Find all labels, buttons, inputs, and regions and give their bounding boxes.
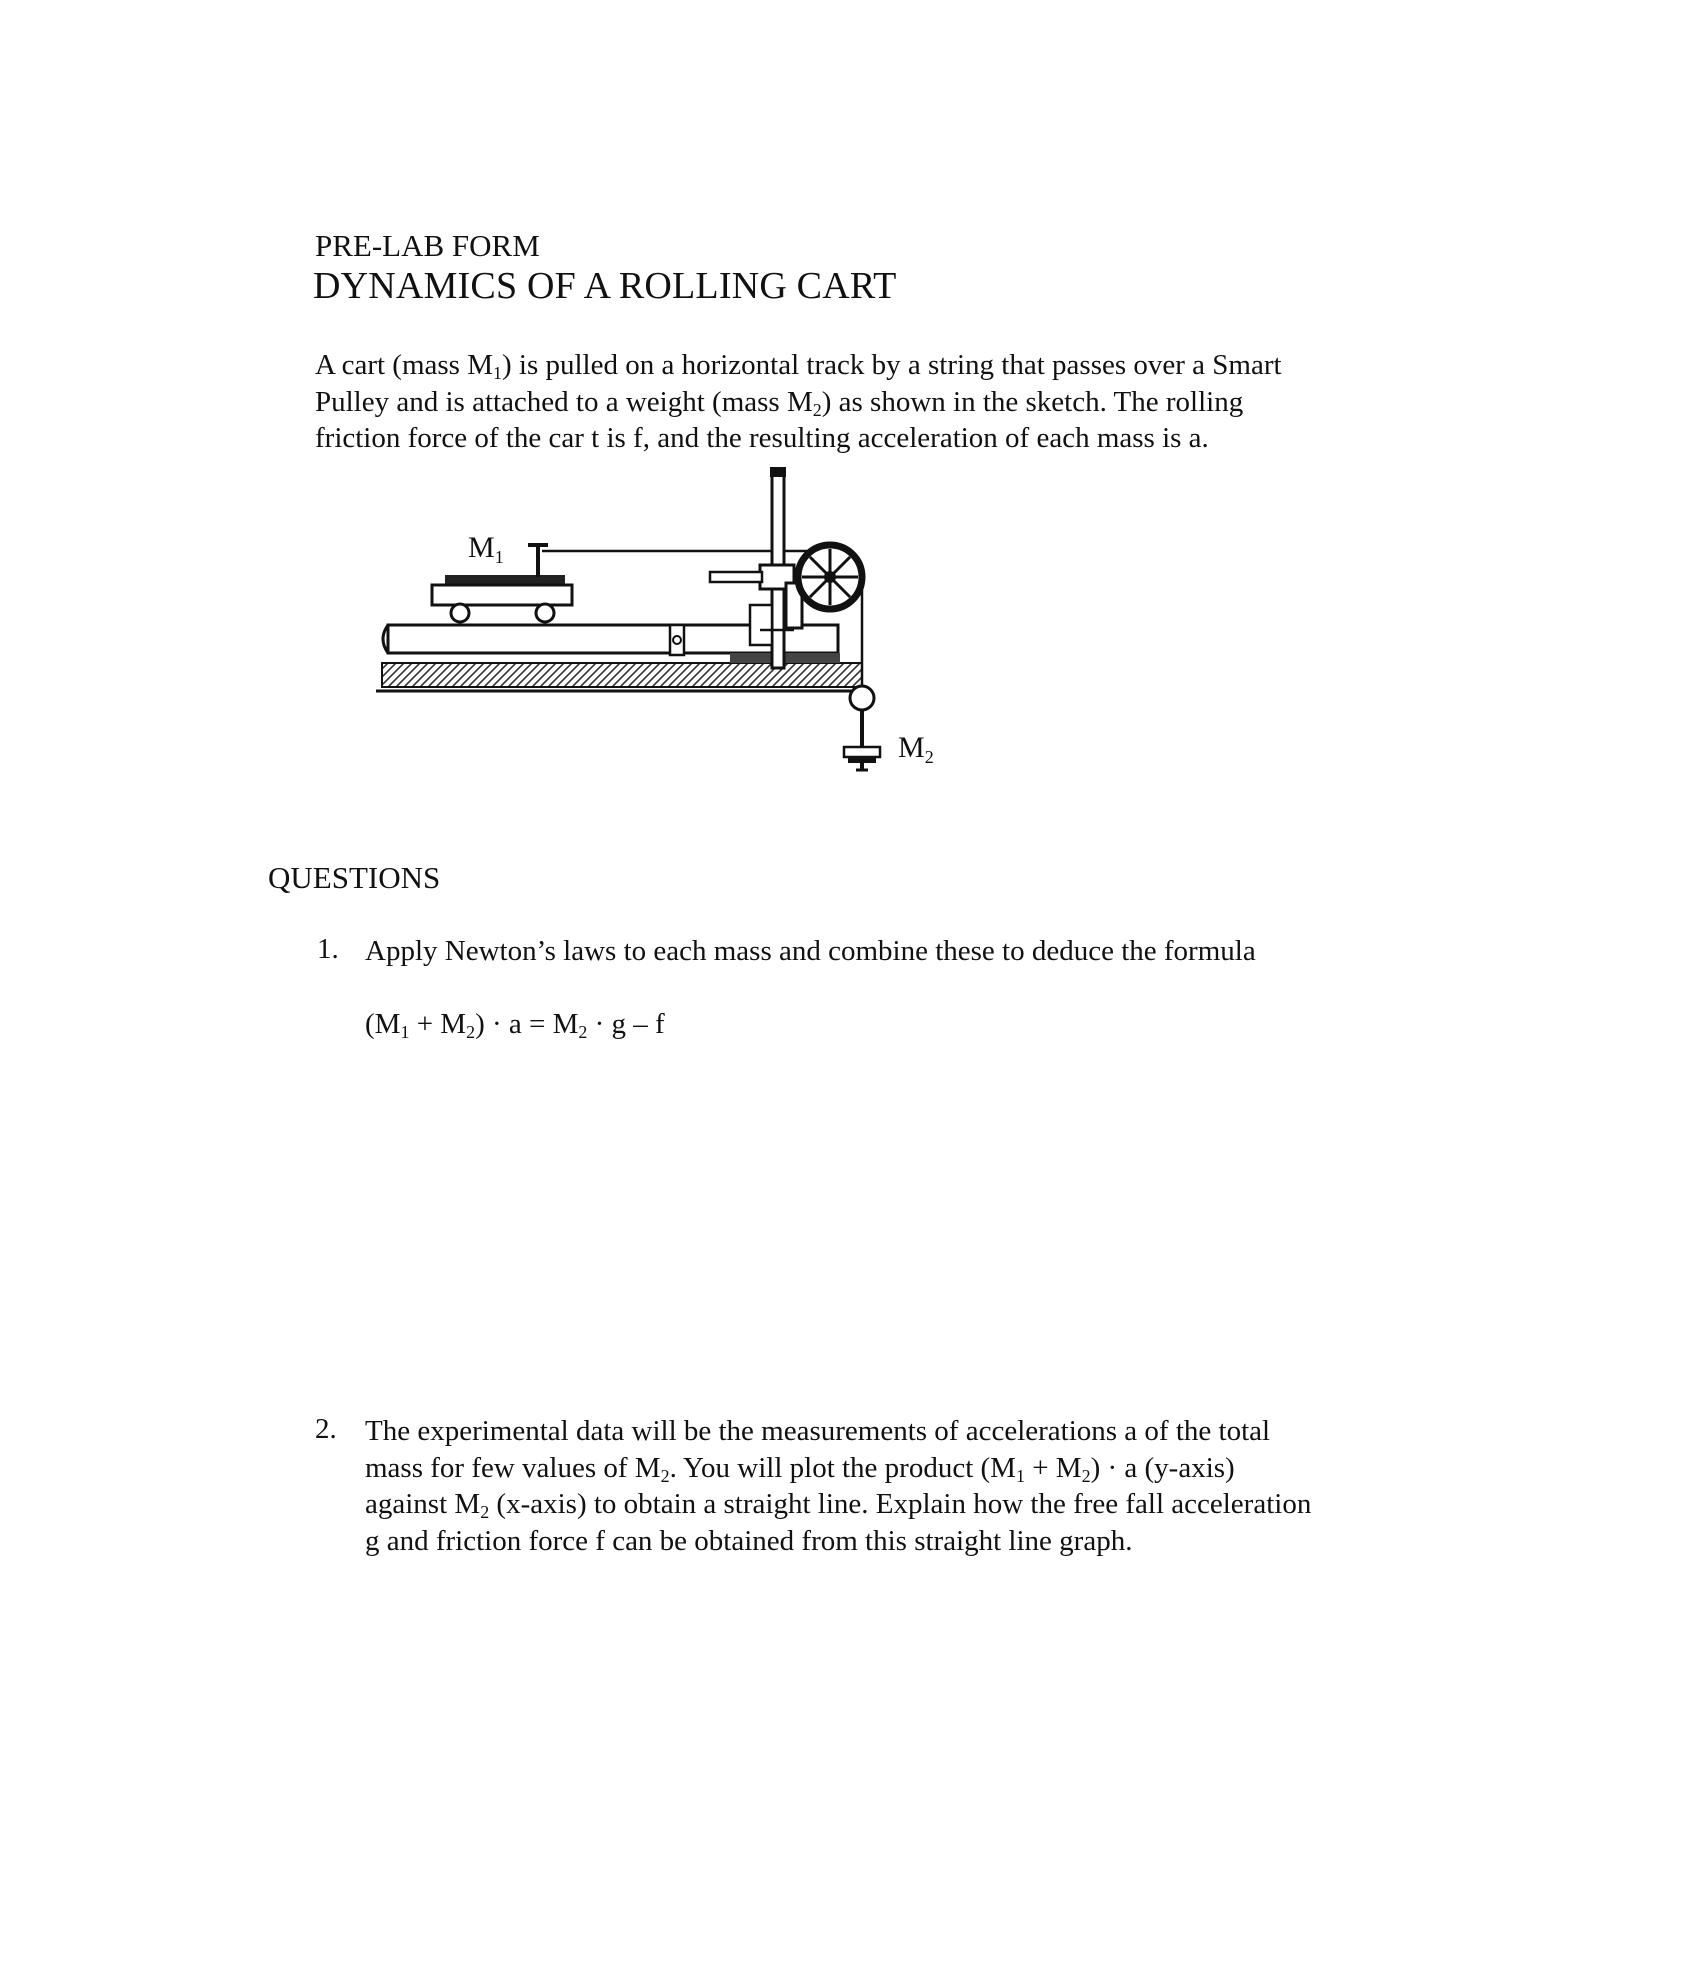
formula-part: (M [365,1008,401,1040]
question-text: mass for few values of M [365,1451,661,1484]
apparatus-sketch [370,465,1050,800]
hanging-weight-m2 [844,686,880,770]
question-2-line-3 [365,1486,1311,1523]
page-title: DYNAMICS OF A ROLLING CART [313,265,897,307]
intro-line-1 [315,347,1415,384]
cart-pulley-diagram [370,465,1050,795]
intro-text: ) is pulled on a horizontal track by a string that passes over a Smart [501,349,1282,381]
intro-text: Pulley and is attached to a weight (mass M [315,385,813,418]
smart-pulley-icon [794,545,862,609]
subscript: 1 [493,363,502,384]
formula-part: ) · a = M [475,1008,579,1040]
subscript: 1 [1015,1465,1025,1486]
subscript: 2 [578,1022,588,1043]
question-2-number: 2. [315,1413,337,1445]
question-text: . You will plot the product (M [669,1451,1016,1484]
subscript: 2 [1081,1465,1091,1486]
m2-label: $M_2$ [898,731,934,767]
subscript: 2 [480,1502,490,1523]
subscript: 2 [660,1465,670,1486]
subscript: 2 [812,399,822,420]
question-1-formula [365,1008,665,1041]
question-1-line: Apply Newton’s laws to each mass and combine these to deduce the formula [365,935,1256,967]
formula-part: · g – f [587,1008,665,1040]
questions-heading: QUESTIONS [268,860,441,895]
intro-paragraph [315,347,1415,457]
table-base [376,663,862,691]
form-label: PRE-LAB FORM [315,228,540,263]
formula-part: + M [409,1008,467,1040]
question-text: ) · a (y-axis) [1090,1451,1235,1484]
subscript: 2 [466,1022,476,1043]
intro-line-2 [315,384,1415,421]
subscript: 1 [400,1022,410,1043]
question-2-line-2 [365,1450,1311,1487]
intro-text: ) as shown in the sketch. The rolling [821,385,1244,418]
question-text: + M [1024,1451,1082,1484]
question-1-number: 1. [317,933,339,965]
question-text: (x-axis) to obtain a straight line. Explain how the free fall acceleration [489,1488,1312,1520]
question-text: against M [365,1488,481,1520]
question-2-line-4: g and friction force f can be obtained from this straight line graph. [365,1524,1133,1557]
intro-line-3: friction force of the car t is f, and the resulting acceleration of each mass is a. [315,422,1209,454]
m1-label: $M_1$ [468,531,504,567]
intro-text: A cart (mass M [315,349,493,381]
question-2-text [365,1413,1311,1559]
question-2-line-1: The experimental data will be the measurements of accelerations a of the total [365,1415,1271,1447]
question-1-text [365,933,1256,970]
